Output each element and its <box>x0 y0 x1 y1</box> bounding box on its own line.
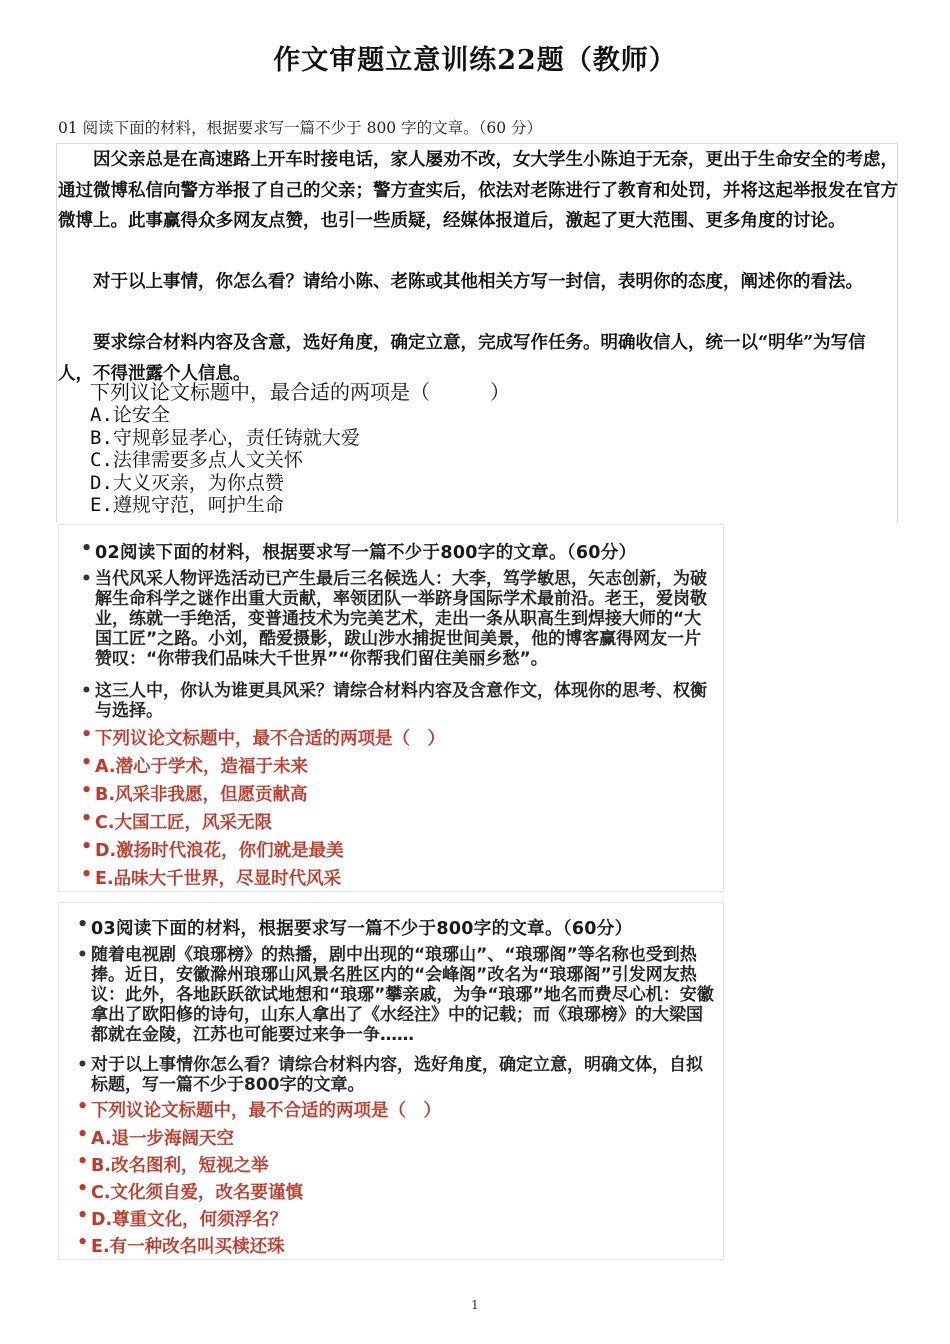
question-1-paragraph: 因父亲总是在高速路上开车时接电话，家人屡劝不改，女大学生小陈迫于无奈，更出于生命安全的考虑，通过微博私信向警方举报了自己的父亲；警方查实后，依法对老陈进行了教育和处罚，并将这起举报发在官方微博上。此事赢得众多网友点赞，也引一些质疑，经媒体报道后，激起了更大范围、更多角度的讨论。 <box>58 150 898 231</box>
question-1-options <box>90 404 360 517</box>
option-d: D.大义灭亲，为你点赞 <box>90 471 284 494</box>
option-e: E.遵规守范，呵护生命 <box>90 494 284 516</box>
option-b: B.守规彰显孝心，责任铸就大爱 <box>90 426 360 449</box>
option-c: • C.文化须自爱，改名要谨慎 <box>91 1179 303 1204</box>
option-d: • D.激扬时代浪花，你们就是最美 <box>95 837 344 862</box>
option-b: • B.改名图利，短视之举 <box>91 1152 269 1177</box>
question-2-task: • 这三人中，你认为谁更具风采？请综合材料内容及含意作文，体现你的思考、权衡与选择。 <box>95 681 715 721</box>
option-e: • E.有一种改名叫买椟还珠 <box>91 1233 285 1258</box>
option-a: • A.潜心于学术，造福于未来 <box>95 753 308 778</box>
question-1-stem: 下列议论文标题中，最合适的两项是（ ） <box>90 380 510 404</box>
option-c: • C.大国工匠，风采无限 <box>95 809 272 834</box>
option-b: • B.风采非我愿，但愿贡献高 <box>95 781 308 806</box>
option-e: • E.品味大千世界，尽显时代风采 <box>95 865 341 890</box>
option-c: C.法律需要多点人文关怀 <box>90 449 303 471</box>
question-2-header: • 02阅读下面的材料，根据要求写一篇不少于800字的文章。（60分） <box>95 539 636 564</box>
question-1-header: 01 阅读下面的材料，根据要求写一篇不少于 800 字的文章。（60 分） <box>58 119 542 137</box>
question-3-stem: • 下列议论文标题中，最不合适的两项是（ ） <box>91 1097 441 1122</box>
question-3-slide <box>58 902 724 1260</box>
page-number: 1 <box>471 1298 479 1312</box>
option-a: A.论安全 <box>90 404 170 426</box>
question-3-task: • 对于以上事情你怎么看？请综合材料内容，选好角度，确定立意，明确文体，自拟标题，写一篇不少于800字的文章。 <box>91 1055 715 1095</box>
question-1-paragraph: 对于以上事情，你怎么看？请给小陈、老陈或其他相关方写一封信，表明你的态度，阐述你的看法。 <box>93 272 863 292</box>
option-a: • A.退一步海阔天空 <box>91 1125 234 1150</box>
question-1-paragraph: 要求综合材料内容及含意，选好角度，确定立意，完成写作任务。明确收信人，统一以“明华”为写信人，不得泄露个人信息。 <box>58 333 866 384</box>
question-3-header: • 03阅读下面的材料，根据要求写一篇不少于800字的文章。（60分） <box>91 915 632 940</box>
question-2-material: • 当代风采人物评选活动已产生最后三名候选人：大李，笃学敏思，矢志创新，为破解生命科学之谜作出重大贡献，率领团队一举跻身国际学术最前沿。老王，爱岗敬业，练就一手绝活，变普通技术为完美艺术，走出一条从职高生到焊接大师的“大国工匠”之路。小刘，酷爱摄影，跋山涉水捕捉世间美景，他的博客赢得网友一片赞叹：“你带我们品味大千世界”“你帮我们留住美丽乡愁”。 <box>95 569 715 669</box>
page-title: 作文审题立意训练22题（教师） <box>273 45 677 76</box>
question-2-slide <box>58 524 724 892</box>
question-3-material: • 随着电视剧《琅琊榜》的热播，剧中出现的“琅琊山”、“琅琊阁”等名称也受到热捧。近日，安徽滁州琅琊山风景名胜区内的“会峰阁”改名为“琅琊阁”引发网友热议：此外，各地跃跃欲试地想和“琅琊”攀亲戚，为争“琅琊”地名而费尽心机：安徽拿出了欧阳修的诗句，山东人拿出了《水经注》中的记载；而《琅琊榜》的大梁国都就在金陵，江苏也可能要过来争一争…… <box>91 945 715 1045</box>
question-2-stem: • 下列议论文标题中，最不合适的两项是（ ） <box>95 725 445 750</box>
option-d: • D.尊重文化，何须浮名？ <box>91 1206 287 1231</box>
